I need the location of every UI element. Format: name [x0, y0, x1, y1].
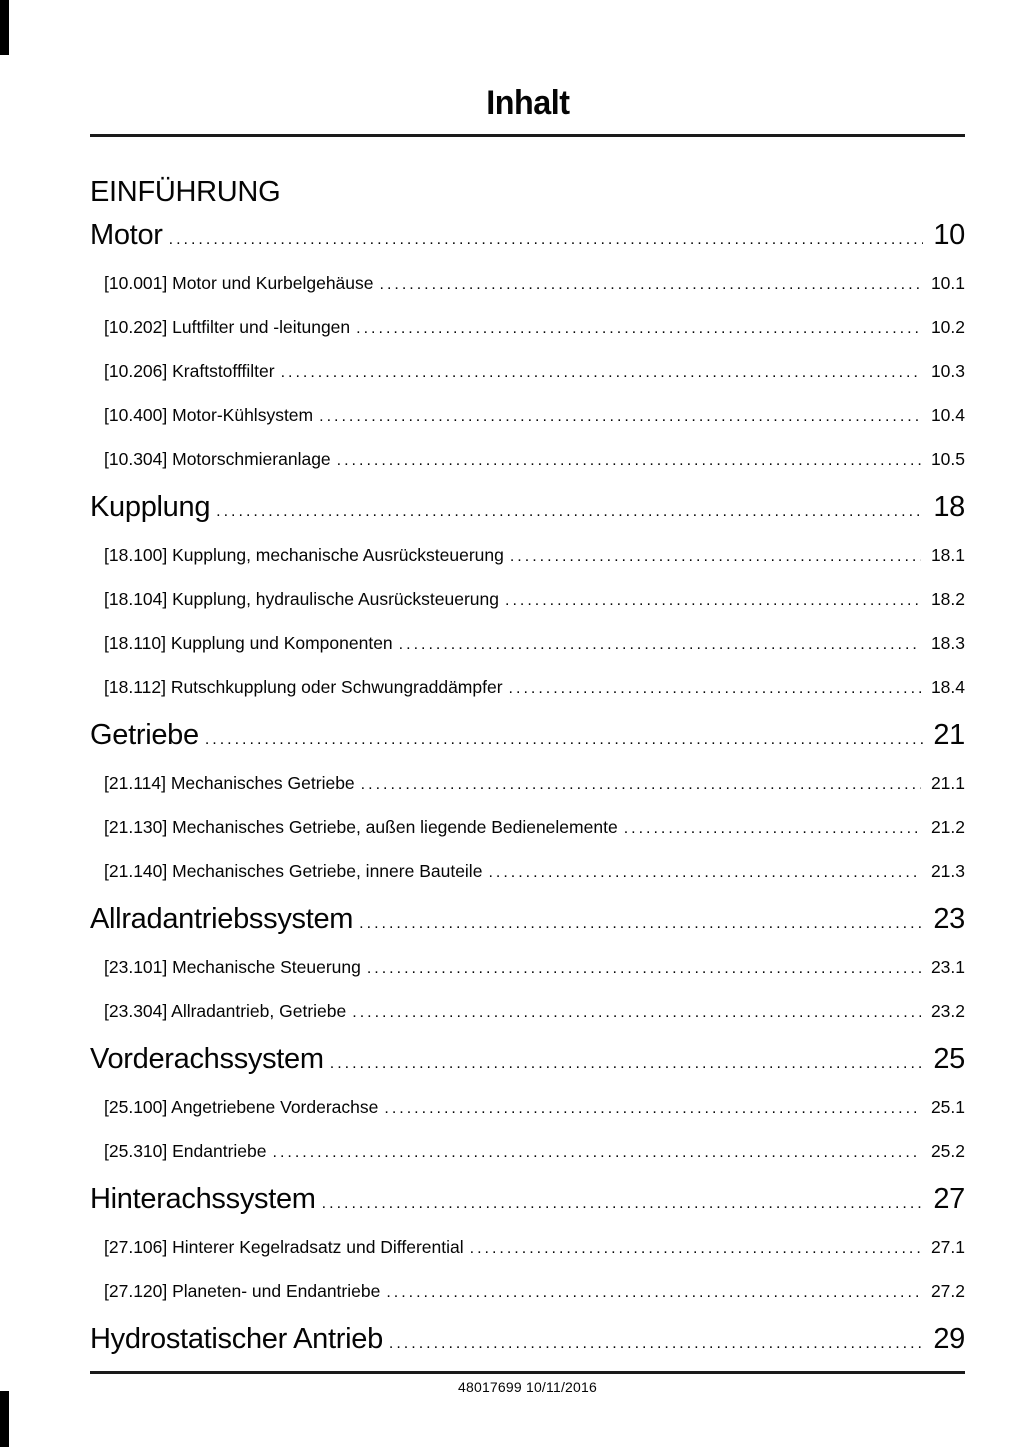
item-label: [10.400] Motor-Kühlsystem	[104, 404, 314, 425]
title-divider	[90, 134, 965, 137]
item-label: [10.001] Motor und Kurbelgehäuse	[104, 272, 374, 293]
toc-item	[90, 1225, 965, 1269]
item-page-number: 10.3	[930, 360, 965, 381]
toc-section-vorderachssystem	[90, 1033, 965, 1085]
dot-leader	[399, 623, 921, 665]
item-label: [23.304] Allradantrieb, Getriebe	[104, 1000, 347, 1021]
item-page-number: 18.2	[930, 588, 965, 609]
dot-leader	[367, 947, 921, 989]
section-page-number: 10	[933, 218, 965, 251]
item-page-number: 10.1	[930, 272, 965, 293]
item-label: [10.304] Motorschmieranlage	[104, 448, 331, 469]
dot-leader	[470, 1227, 921, 1269]
item-label: [27.106] Hinterer Kegelradsatz und Differential	[104, 1236, 464, 1257]
toc-item	[90, 621, 965, 665]
toc-item	[90, 989, 965, 1033]
page-title	[90, 86, 965, 122]
item-page-number: 27.1	[930, 1236, 965, 1257]
item-label: [18.112] Rutschkupplung oder Schwungraddämpfer	[104, 676, 503, 697]
dot-leader	[488, 851, 921, 893]
dot-leader	[361, 763, 921, 805]
section-page-number: 25	[933, 1042, 965, 1075]
toc-section-motor	[90, 209, 965, 261]
toc-section-hinterachssystem	[90, 1173, 965, 1225]
item-page-number: 21.3	[930, 860, 965, 881]
section-label: Motor	[90, 218, 163, 251]
item-page-number: 23.1	[930, 956, 965, 977]
item-page-number: 23.2	[930, 1000, 965, 1021]
item-page-number: 10.2	[930, 316, 965, 337]
dot-leader	[169, 214, 924, 261]
page-title-text: Inhalt	[485, 84, 570, 122]
dot-leader	[337, 439, 921, 481]
section-page-number: 29	[933, 1322, 965, 1355]
dot-leader	[624, 807, 921, 849]
dot-leader	[359, 898, 923, 945]
item-label: [21.114] Mechanisches Getriebe	[104, 772, 355, 793]
item-page-number: 18.1	[930, 544, 965, 565]
dot-leader	[386, 1271, 921, 1313]
scan-artifact-top	[0, 0, 9, 55]
section-label: Vorderachssystem	[90, 1042, 324, 1075]
item-label: [27.120] Planeten- und Endantriebe	[104, 1280, 381, 1301]
section-page-number: 21	[933, 718, 965, 751]
footer-divider	[90, 1371, 965, 1374]
item-label: [21.140] Mechanisches Getriebe, innere Bauteile	[104, 860, 483, 881]
section-label: Allradantriebssystem	[90, 902, 354, 935]
item-label: [18.110] Kupplung und Komponenten	[104, 632, 393, 653]
scan-artifact-bottom	[0, 1391, 9, 1447]
toc-item	[90, 261, 965, 305]
item-page-number: 25.1	[930, 1096, 965, 1117]
toc-item	[90, 1085, 965, 1129]
item-label: [10.206] Kraftstofffilter	[104, 360, 275, 381]
item-label: [18.104] Kupplung, hydraulische Ausrücksteuerung	[104, 588, 499, 609]
item-label: [23.101] Mechanische Steuerung	[104, 956, 361, 977]
toc-section-kupplung	[90, 481, 965, 533]
toc-item	[90, 849, 965, 893]
footer-reference: 48017699 10/11/2016	[457, 1378, 597, 1395]
dot-leader	[281, 351, 921, 393]
dot-leader	[380, 263, 921, 305]
toc-item	[90, 1129, 965, 1173]
item-page-number: 18.3	[930, 632, 965, 653]
item-page-number: 10.5	[930, 448, 965, 469]
section-label: Kupplung	[90, 490, 211, 523]
dot-leader	[330, 1038, 924, 1085]
toc-item	[90, 761, 965, 805]
dot-leader	[505, 579, 921, 621]
section-label: Hinterachssystem	[90, 1182, 316, 1215]
toc-item	[90, 437, 965, 481]
dot-leader	[389, 1318, 923, 1365]
item-page-number: 21.2	[930, 816, 965, 837]
toc-list	[90, 209, 965, 1365]
section-label: Hydrostatischer Antrieb	[90, 1322, 383, 1355]
item-label: [21.130] Mechanisches Getriebe, außen liegende Bedienelemente	[104, 816, 618, 837]
toc-item	[90, 305, 965, 349]
dot-leader	[384, 1087, 921, 1129]
dot-leader	[205, 714, 924, 761]
toc-item	[90, 1269, 965, 1313]
toc-item	[90, 805, 965, 849]
dot-leader	[509, 667, 921, 709]
toc-item	[90, 945, 965, 989]
section-page-number: 18	[933, 490, 965, 523]
dot-leader	[322, 1178, 924, 1225]
toc-section-getriebe	[90, 709, 965, 761]
dot-leader	[319, 395, 921, 437]
toc-section-allradantriebssystem	[90, 893, 965, 945]
toc-item	[90, 577, 965, 621]
item-page-number: 21.1	[930, 772, 965, 793]
item-label: [25.100] Angetriebene Vorderachse	[104, 1096, 379, 1117]
dot-leader	[273, 1131, 921, 1173]
dot-leader	[510, 535, 921, 577]
section-page-number: 23	[933, 902, 965, 935]
dot-leader	[356, 307, 921, 349]
item-label: [18.100] Kupplung, mechanische Ausrücksteuerung	[104, 544, 504, 565]
toc-item	[90, 349, 965, 393]
item-page-number: 25.2	[930, 1140, 965, 1161]
toc-page	[90, 0, 965, 1395]
dot-leader	[352, 991, 921, 1033]
item-page-number: 10.4	[930, 404, 965, 425]
toc-item	[90, 665, 965, 709]
section-page-number: 27	[933, 1182, 965, 1215]
dot-leader	[216, 486, 923, 533]
item-page-number: 27.2	[930, 1280, 965, 1301]
item-page-number: 18.4	[930, 676, 965, 697]
section-label: Getriebe	[90, 718, 199, 751]
intro-heading: EINFÜHRUNG	[90, 175, 281, 208]
toc-item	[90, 393, 965, 437]
toc-item	[90, 533, 965, 577]
item-label: [25.310] Endantriebe	[104, 1140, 267, 1161]
toc-section-hydrostatischer-antrieb	[90, 1313, 965, 1365]
item-label: [10.202] Luftfilter und -leitungen	[104, 316, 351, 337]
